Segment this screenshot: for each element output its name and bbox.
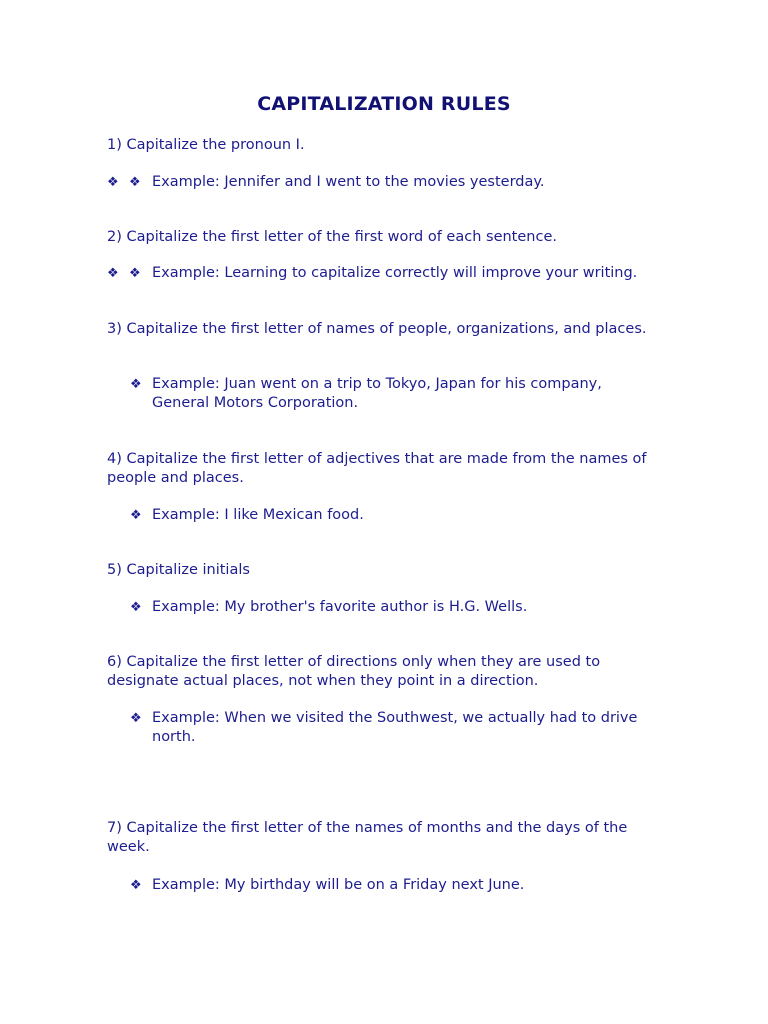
rule-2-example — [107, 264, 707, 283]
bullet-group — [107, 173, 152, 192]
diamond-bullet-icon: ❖ — [129, 175, 141, 190]
rule-6: 6) Capitalize the first letter of directions only when they are used to designate actual places, not when they point in a direction. — [107, 654, 601, 689]
example-text: Example: Jennifer and I went to the movies yesterday. — [152, 174, 545, 190]
diamond-bullet-icon: ❖ — [107, 266, 119, 281]
example-text: Example: When we visited the Southwest, we actually had to drive north. — [152, 710, 638, 745]
example-text: Example: Learning to capitalize correctly will improve your writing. — [152, 265, 638, 281]
page-title: CAPITALIZATION RULES — [257, 93, 511, 115]
rule-7-example — [107, 876, 707, 895]
diamond-bullet-icon: ❖ — [129, 266, 141, 281]
example-text: Example: My brother's favorite author is H.G. Wells. — [152, 599, 528, 615]
rule-5-example — [107, 598, 707, 617]
diamond-bullet-icon: ❖ — [130, 377, 142, 392]
diamond-bullet-icon: ❖ — [130, 600, 142, 615]
diamond-bullet-icon: ❖ — [107, 175, 119, 190]
rule-1: 1) Capitalize the pronoun I. — [107, 137, 305, 153]
rule-7: 7) Capitalize the first letter of the names of months and the days of the week. — [107, 820, 628, 855]
rule-5: 5) Capitalize initials — [107, 562, 250, 578]
example-text: Example: My birthday will be on a Friday next June. — [152, 877, 525, 893]
rule-2: 2) Capitalize the first letter of the first word of each sentence. — [107, 229, 557, 245]
example-text: Example: Juan went on a trip to Tokyo, Japan for his company, General Motors Corporation. — [152, 376, 602, 411]
rule-4-example — [107, 506, 707, 525]
rule-6-example — [107, 709, 707, 747]
diamond-bullet-icon: ❖ — [130, 878, 142, 893]
rule-3-example — [107, 375, 707, 413]
bullet-group — [107, 264, 152, 283]
rule-1-example — [107, 173, 707, 192]
diamond-bullet-icon: ❖ — [130, 711, 142, 726]
example-text: Example: I like Mexican food. — [152, 507, 364, 523]
rule-4: 4) Capitalize the first letter of adjectives that are made from the names of people and places. — [107, 451, 647, 486]
diamond-bullet-icon: ❖ — [130, 508, 142, 523]
rule-3: 3) Capitalize the first letter of names of people, organizations, and places. — [107, 321, 647, 337]
